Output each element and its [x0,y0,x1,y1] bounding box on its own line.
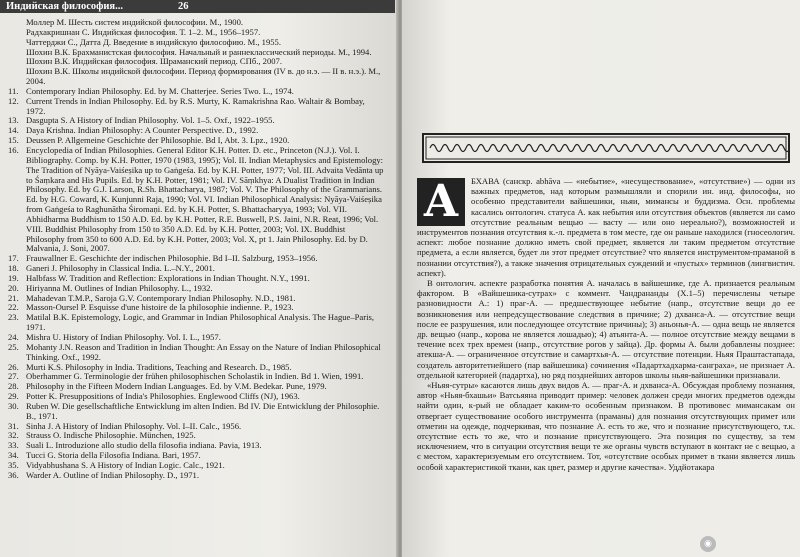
entry-text: Oberhammer G. Terminologie der frühen philosophischen Scholastik in Indien. Bd 1. Wien, 1991. [26,371,364,382]
entry-text: Potter K. Presuppositions of India's Philosophies. Englewood Cliffs (NJ), 1963. [26,391,300,402]
entry-number: 32. [8,430,19,441]
running-header [0,0,395,13]
entry-text: Шохин В.К. Брахманистская философия. Начальный и раннеклассический периоды. М., 1994. [26,46,372,57]
entry-text: Sinha J. A History of Indian Philosophy. Vol. I–II. Calc., 1956. [26,420,242,431]
watermark [700,532,796,554]
entry-number: 17. [8,253,19,264]
entry-number: 24. [8,332,19,342]
entry-text: Шохин В.К. Индийская философия. Шраманский период. СПб., 2007. [26,56,282,67]
entry-text: Encyclopedia of Indian Philosophies. General Editor K.H. Potter. D. etc., Princeton (N.J.). Vol. I. Bibliography. Comp. by K.H. Potter, 1970 (1983, 1995); Vol. II. Indian Metaphysics and Epistemology: The Tradition of Nyāya-Vaiśeṣika up to Gaṅgeśa. Ed. by K.H. Potter, 1977; Vol. III. Advaita Vedānta up to Śaṃkara and His Pupils. Ed. by K.H. Potter, 1981; Vol. IV. Sāṃkhya: A Dualist Tradition in Indian Philosophy. Ed. by G.J. Larson, R.Sh. Bhattacharya, 1987; Vol. V. The Philosophy of the Grammarians. Ed. by H.G. Coward, K. Kunjunni Raja, 1990; Vol. VI. Indian Philosophical Analysis: Nyāya-Vaiśeṣika from Gaṅgeśa to Raghunātha Śiromaṇi. Ed. by K.H. Potter, S. Bhattacharyya, 1993; Vol. VII. Abhidharma Buddhism to 150 A.D. Ed. by K.H. Potter, R.E. Buswell, P.S. Jaini, N.R. Reat, 1996; Vol. VIII. Buddhist Philosophy from 150 to 350 A.D. Ed. by K.H. Potter, 2003; Vol. IX. Buddhist Philosophy from 350 to 600 A.D. Ed. by K.H. Potter, 2003; Vol. X, pt 1. Jain Philosophy. Ed. by D. Malvania, J. Soni, 2007. [26,144,384,254]
entry-text: Daya Krishna. Indian Philosophy: A Counter Perspective. D., 1992. [26,125,259,136]
entry-text: Halbfass W. Tradition and Reflection: Explorations in Indian Thought. N.Y., 1991. [26,272,310,283]
entry-number: 20. [8,282,19,293]
bibliography-entry [8,471,386,481]
entry-number: 34. [8,450,19,461]
entry-text: Vidyabhushana S. A History of Indian Logic. Calc., 1921. [26,459,225,470]
entry-number [8,57,26,67]
entry-text: Mohanty J.N. Reason and Tradition in Indian Thought: An Essay on the Nature of Indian Philosophical Thinking. Oxf., 1992. [26,341,381,362]
entry-text: Frauwallner E. Geschichte der indischen Philosophie. Bd I–II. Salzburg, 1953–1956. [26,253,318,264]
entry-number: 29. [8,391,19,402]
entry-text: Hiriyanna M. Outlines of Indian Philosophy. L., 1932. [26,282,213,293]
bibliography-entry [8,97,386,117]
entry-number: 28. [8,381,19,392]
entry-text: Dasgupta S. A History of Indian Philosophy. Vol. 1–5. Oxf., 1922–1955. [26,115,275,126]
entry-text: Mahadevan T.M.P., Saroja G.V. Contemporary Indian Philosophy. N.D., 1981. [26,292,296,303]
entry-number: 31. [8,420,19,431]
entry-number: 11. [8,85,19,96]
entry-number [8,28,26,38]
entry-text: Радхакришнан С. Индийская философия. Т. 1–2. М., 1956–1957. [26,26,261,37]
entry-number: 18. [8,263,19,274]
entry-number [8,18,26,28]
entry-number: 35. [8,459,19,470]
entry-number [8,38,26,48]
entry-number: 22. [8,302,19,313]
entry-text: Deussen P. Allgemeine Geschichte der Philosophie. Bd I, Abt. 3. Lpz., 1920. [26,135,290,146]
entry-text: Contemporary Indian Philosophy. Ed. by M. Chatterjee. Series Two. L., 1974. [26,85,294,96]
bibliography-entry [8,313,386,333]
entry-text: Ruben W. Die gesellschaftliche Entwicklung im alten Indien. Bd IV. Die Entwicklung der Philosophie. B., 1971. [26,400,380,421]
entry-number: 21. [8,292,19,303]
entry-number: 36. [8,469,19,480]
entry-text: Моллер М. Шесть систем индийской философии. М., 1900. [26,17,244,27]
entry-number: 16. [8,144,19,155]
entry-text: Current Trends in Indian Philosophy. Ed. by R.S. Murty, K. Ramakrishna Rao. Waltair & Bombay, 1972. [26,95,365,116]
bibliography-entry [8,343,386,363]
entry-number: 27. [8,371,19,382]
right-page [402,0,800,557]
entry-number [8,48,26,58]
entry-text: Ganeri J. Philosophy in Classical India. L.–N.Y., 2001. [26,263,215,274]
drop-cap: А [417,178,465,226]
entry-text: Чаттерджи С., Датта Д. Введение в индийскую философию. М., 1955. [26,36,281,47]
entry-number: 26. [8,361,19,372]
entry-text: Warder A. Outline of Indian Philosophy. D., 1971. [26,469,199,480]
entry-number: 13. [8,115,19,126]
entry-number: 19. [8,272,19,283]
entry-number: 15. [8,135,19,146]
page-number: 26 [178,1,189,12]
entry-text: Masson-Oursel P. Esquisse d'une histoire de la philosophie indienne. P., 1923. [26,302,294,313]
bibliography-entry [8,146,386,254]
left-page [0,0,398,557]
watermark-logo-icon: ◉ [700,536,716,552]
header-title: Индийская философия... [6,1,123,12]
entry-text: Suali L. Introduzione allo studio della filosofia indiana. Pavia, 1913. [26,440,262,451]
entry-number: 33. [8,440,19,451]
ornamental-border-icon [422,133,790,163]
encyclopedia-article [417,176,795,472]
bibliography-entry [8,402,386,422]
article-paragraph-1: БХАВА (санскр. abhāva — «небытие», «несуществование», «отсутствие») — одни из важных предметов, над которым размышляли и спорили ин. инд. философы, но особенно представители вайшешики, ньяи, мимансы и буддизма. Осн. проблемы касались онтологич. статуса А. как небытия или отсутствия объектов (является ли само отсутствие реальным вещью — васту — или оно нереально?), возможностей и инструментов познания отсутствия к.-л. предмета в том месте, где он раньше находился (гносеологич. аспект: любое познание должно иметь свой предмет, является ли таким предметом отсутствие предмета, а если является, будет ли этот предмет отсутствие? что является инструментом-праманой в познании отсутствия?), а также значения отрицательных суждений и «пустых» терминов (лингвистич. аспект). [417,176,795,278]
entry-number: 30. [8,400,19,411]
article-paragraph-3: «Ньяя-сутры» касаются лишь двух видов А. — праг-А. и дхванса-А. Обсуждая проблему познания, автор «Ньяя-бхашьи» Ватсьяяна приводит пример: человек должен среди многих предметов одежды найти один, к-рый не обладает каким-то особенным признаком. В противовес мимансакам он отвергает существование особого инструмента (праманы) для познания отсутствующих примет или отметин на одежде, подчеркивая, что познание А. есть то же, что и познание присутствующего, т.к. отсутствие есть то же, что и познание присутствующего. Эта позиция по существу, за тем исключением, что в ситуации отсутствия вещи те же органы чувств вступают в контакт не с вещью, а с местом, характеризуемым его отсутствием. Тот, «отсутствие особых примет в ткани является лишь особой характеристикой ткани, как цвет, размер и другие качества». Уддйотакара [417,380,795,472]
bibliography-entry [8,67,386,87]
entry-number: 25. [8,341,19,352]
entry-text: Mishra U. History of Indian Philosophy. Vol. I. L., 1957. [26,332,221,342]
entry-number: 12. [8,95,19,106]
entry-text: Шохин В.К. Школы индийской философии. Период формирования (IV в. до н.э. — II в. н.э.). М., 2004. [26,66,381,87]
bibliography-list [8,18,386,481]
entry-text: Philosophy in the Fifteen Modern Indian Languages. Ed. by V.M. Bedekar. Pune, 1979. [26,381,327,392]
entry-text: Matilal B.K. Epistemology, Logic, and Grammar in Indian Philosophical Analysis. The Hague–Paris, 1971. [26,312,374,333]
entry-text: Tucci G. Storia della Filosofia Indiana. Bari, 1957. [26,450,201,461]
article-paragraph-2: В онтологич. аспекте разработка понятия А. началась в вайшешике, где А. признается реальным фактором. В «Вайшешика-сутрах» с коммент. Чандрананды (Х.1–5) перечислены четыре разновидности А.: 1) праг-А. — предшествующее небытие (напр., отсутствие вещи до ее возникновения или непредсуществование следствия в причине; 2) дхванса-А. — отсутствие вещи после ее разрушения, или последующее отсутствие причины); 3) аньонья-А. — одна вещь не является др. вещью (напр., корова не является лошадью); 4) атьянта-А. — полное отсутствие между вещами в течение всех трех времен (напр., отсутствие рогов у зайца). Др. формы А. были добавлены позднее: атекша-А. — ограниченное отсутствие и самартхья-А. — отсутствие потенции. Ньяя Праштастапада, создатель авторитетнейшего (пар вайшешика) сочинения «Падартхадхарма-санграха», не признает А. отдельной категорией (падартха), но ряд позднейших авторов школы ньяя-вайшешики признавали. [417,278,795,380]
entry-text: Strauss O. Indische Philosophie. München, 1925. [26,430,196,441]
entry-text: Murti K.S. Philosophy in India. Traditions, Teaching and Research. D., 1985. [26,361,292,372]
entry-number: 23. [8,312,19,323]
entry-number: 14. [8,125,19,136]
entry-number [8,67,26,87]
